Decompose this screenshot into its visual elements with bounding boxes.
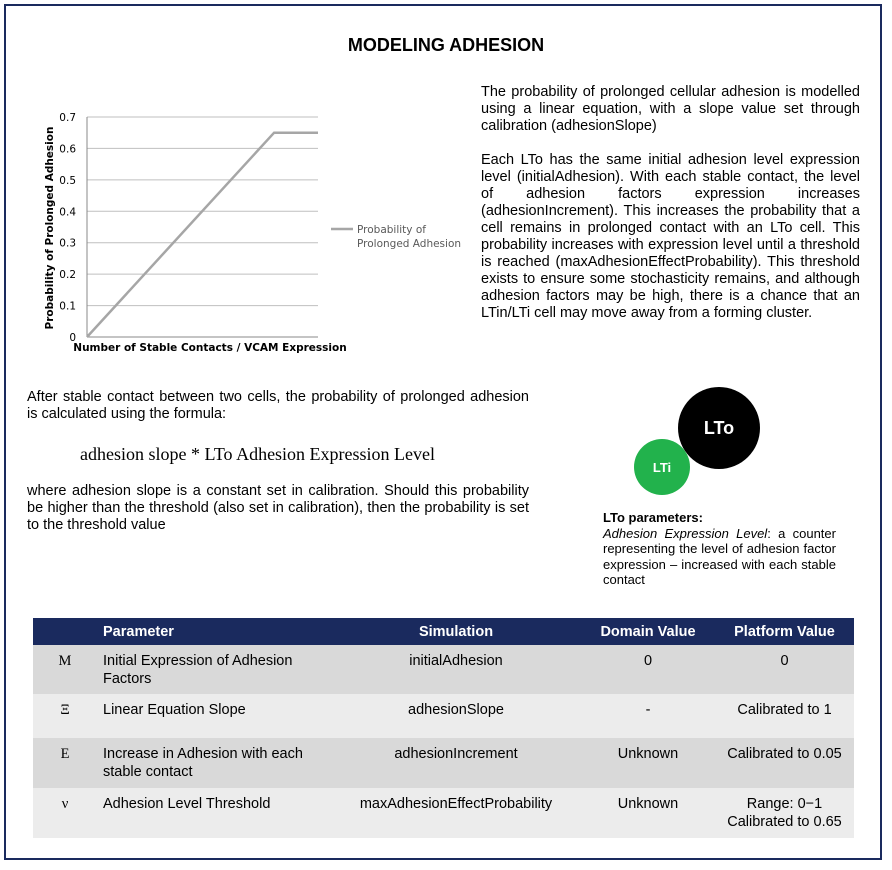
description-text [481, 84, 860, 322]
row-domain-value: - [581, 694, 715, 738]
chart-y-tick-label: 0.7 [59, 112, 76, 124]
formula-explanation-text: where adhesion slope is a constant set in calibration. Should this probability be higher than the threshold (also set in calibration), then the probability is set to the threshold value [27, 483, 529, 533]
description-paragraph-2: Each LTo has the same initial adhesion level expression level (initialAdhesion). With each stable contact, the level of adhesion factors expression increases (adhesionIncrement). This increases the probability that a cell remains in prolonged contact with an LTo cell. This probability increases with expression level until a threshold is reached (maxAdhesionEffectProbability). This threshold exists to ensure some stochasticity remains, and although adhesion factors may be high, there is a chance that an LTin/LTi cell may move away from a forming cluster. [481, 152, 860, 321]
row-parameter: Increase in Adhesion with each stable contact [97, 738, 331, 788]
header-parameter: Parameter [97, 618, 331, 645]
row-domain-value: Unknown [581, 788, 715, 838]
chart-y-tick-label: 0.5 [59, 174, 76, 187]
chart-x-label: Number of Stable Contacts / VCAM Expression [73, 342, 347, 354]
header-simulation: Simulation [331, 618, 581, 645]
header-domain-value: Domain Value [581, 618, 715, 645]
chart-y-label: Probability of Prolonged Adhesion [44, 126, 56, 330]
adhesion-formula: adhesion slope * LTo Adhesion Expression Level [80, 444, 436, 464]
lto-parameters-note [603, 510, 836, 588]
row-platform-value: Calibrated to 1 [715, 694, 854, 738]
formula-intro-text: After stable contact between two cells, the probability of prolonged adhesion is calculated using the formula: [27, 389, 529, 422]
row-domain-value: Unknown [581, 738, 715, 788]
row-parameter: Initial Expression of Adhesion Factors [97, 645, 331, 694]
row-simulation: maxAdhesionEffectProbability [331, 788, 581, 838]
chart-y-tick-label: 0.1 [59, 300, 76, 313]
chart-y-tick-label: 0.3 [59, 237, 76, 250]
row-domain-value: 0 [581, 645, 715, 694]
row-parameter: Adhesion Level Threshold [97, 788, 331, 838]
row-simulation: adhesionIncrement [331, 738, 581, 788]
chart-legend-line2: Prolonged Adhesion [357, 238, 462, 250]
lto-parameters-heading: LTo parameters: [603, 510, 703, 525]
table-row [33, 788, 854, 838]
row-symbol: ν [33, 788, 97, 838]
lto-parameter-definition: : a counter representing the level of adhesion factor expression – increased with each stable contact [603, 525, 836, 587]
row-platform-value: Calibrated to 0.05 [715, 738, 854, 788]
table-row [33, 645, 854, 694]
lti-cell-circle [634, 439, 690, 495]
chart-y-tick-label: 0.6 [59, 143, 76, 156]
table-header-row [33, 618, 854, 645]
description-paragraph-1: The probability of prolonged cellular adhesion is modelled using a linear equation, with a slope value set through calibration (adhesionSlope) [481, 84, 860, 134]
table-row [33, 694, 854, 738]
row-symbol: Μ [33, 645, 97, 694]
row-symbol: Ξ [33, 694, 97, 738]
chart-legend-line1: Probability of [357, 224, 426, 236]
lto-parameters-description [603, 526, 836, 588]
chart-y-tick-label: 0.4 [59, 206, 76, 219]
row-symbol: Ε [33, 738, 97, 788]
chart-y-ticks [59, 112, 76, 344]
row-parameter: Linear Equation Slope [97, 694, 331, 738]
platform-value-line-2: Calibrated to 0.65 [727, 814, 842, 830]
row-platform-value [715, 788, 854, 838]
lto-parameter-term: Adhesion Expression Level [603, 525, 768, 541]
row-simulation: initialAdhesion [331, 645, 581, 694]
chart-y-tick-label: 0 [69, 332, 76, 344]
header-platform-value: Platform Value [715, 618, 854, 645]
platform-value-line-1: Range: 0−1 [746, 796, 823, 812]
header-symbol [33, 618, 97, 645]
lto-cell-label: LTo [703, 417, 735, 438]
lti-cell-label: LTi [652, 459, 672, 475]
chart-series-line [87, 133, 318, 337]
table-row [33, 738, 854, 788]
parameter-table [33, 618, 854, 838]
row-platform-value: 0 [715, 645, 854, 694]
adhesion-chart [0, 0, 480, 370]
lto-cell-circle [678, 387, 760, 469]
page-title: MODELING ADHESION [347, 35, 545, 55]
row-simulation: adhesionSlope [331, 694, 581, 738]
chart-y-tick-label: 0.2 [59, 269, 76, 282]
